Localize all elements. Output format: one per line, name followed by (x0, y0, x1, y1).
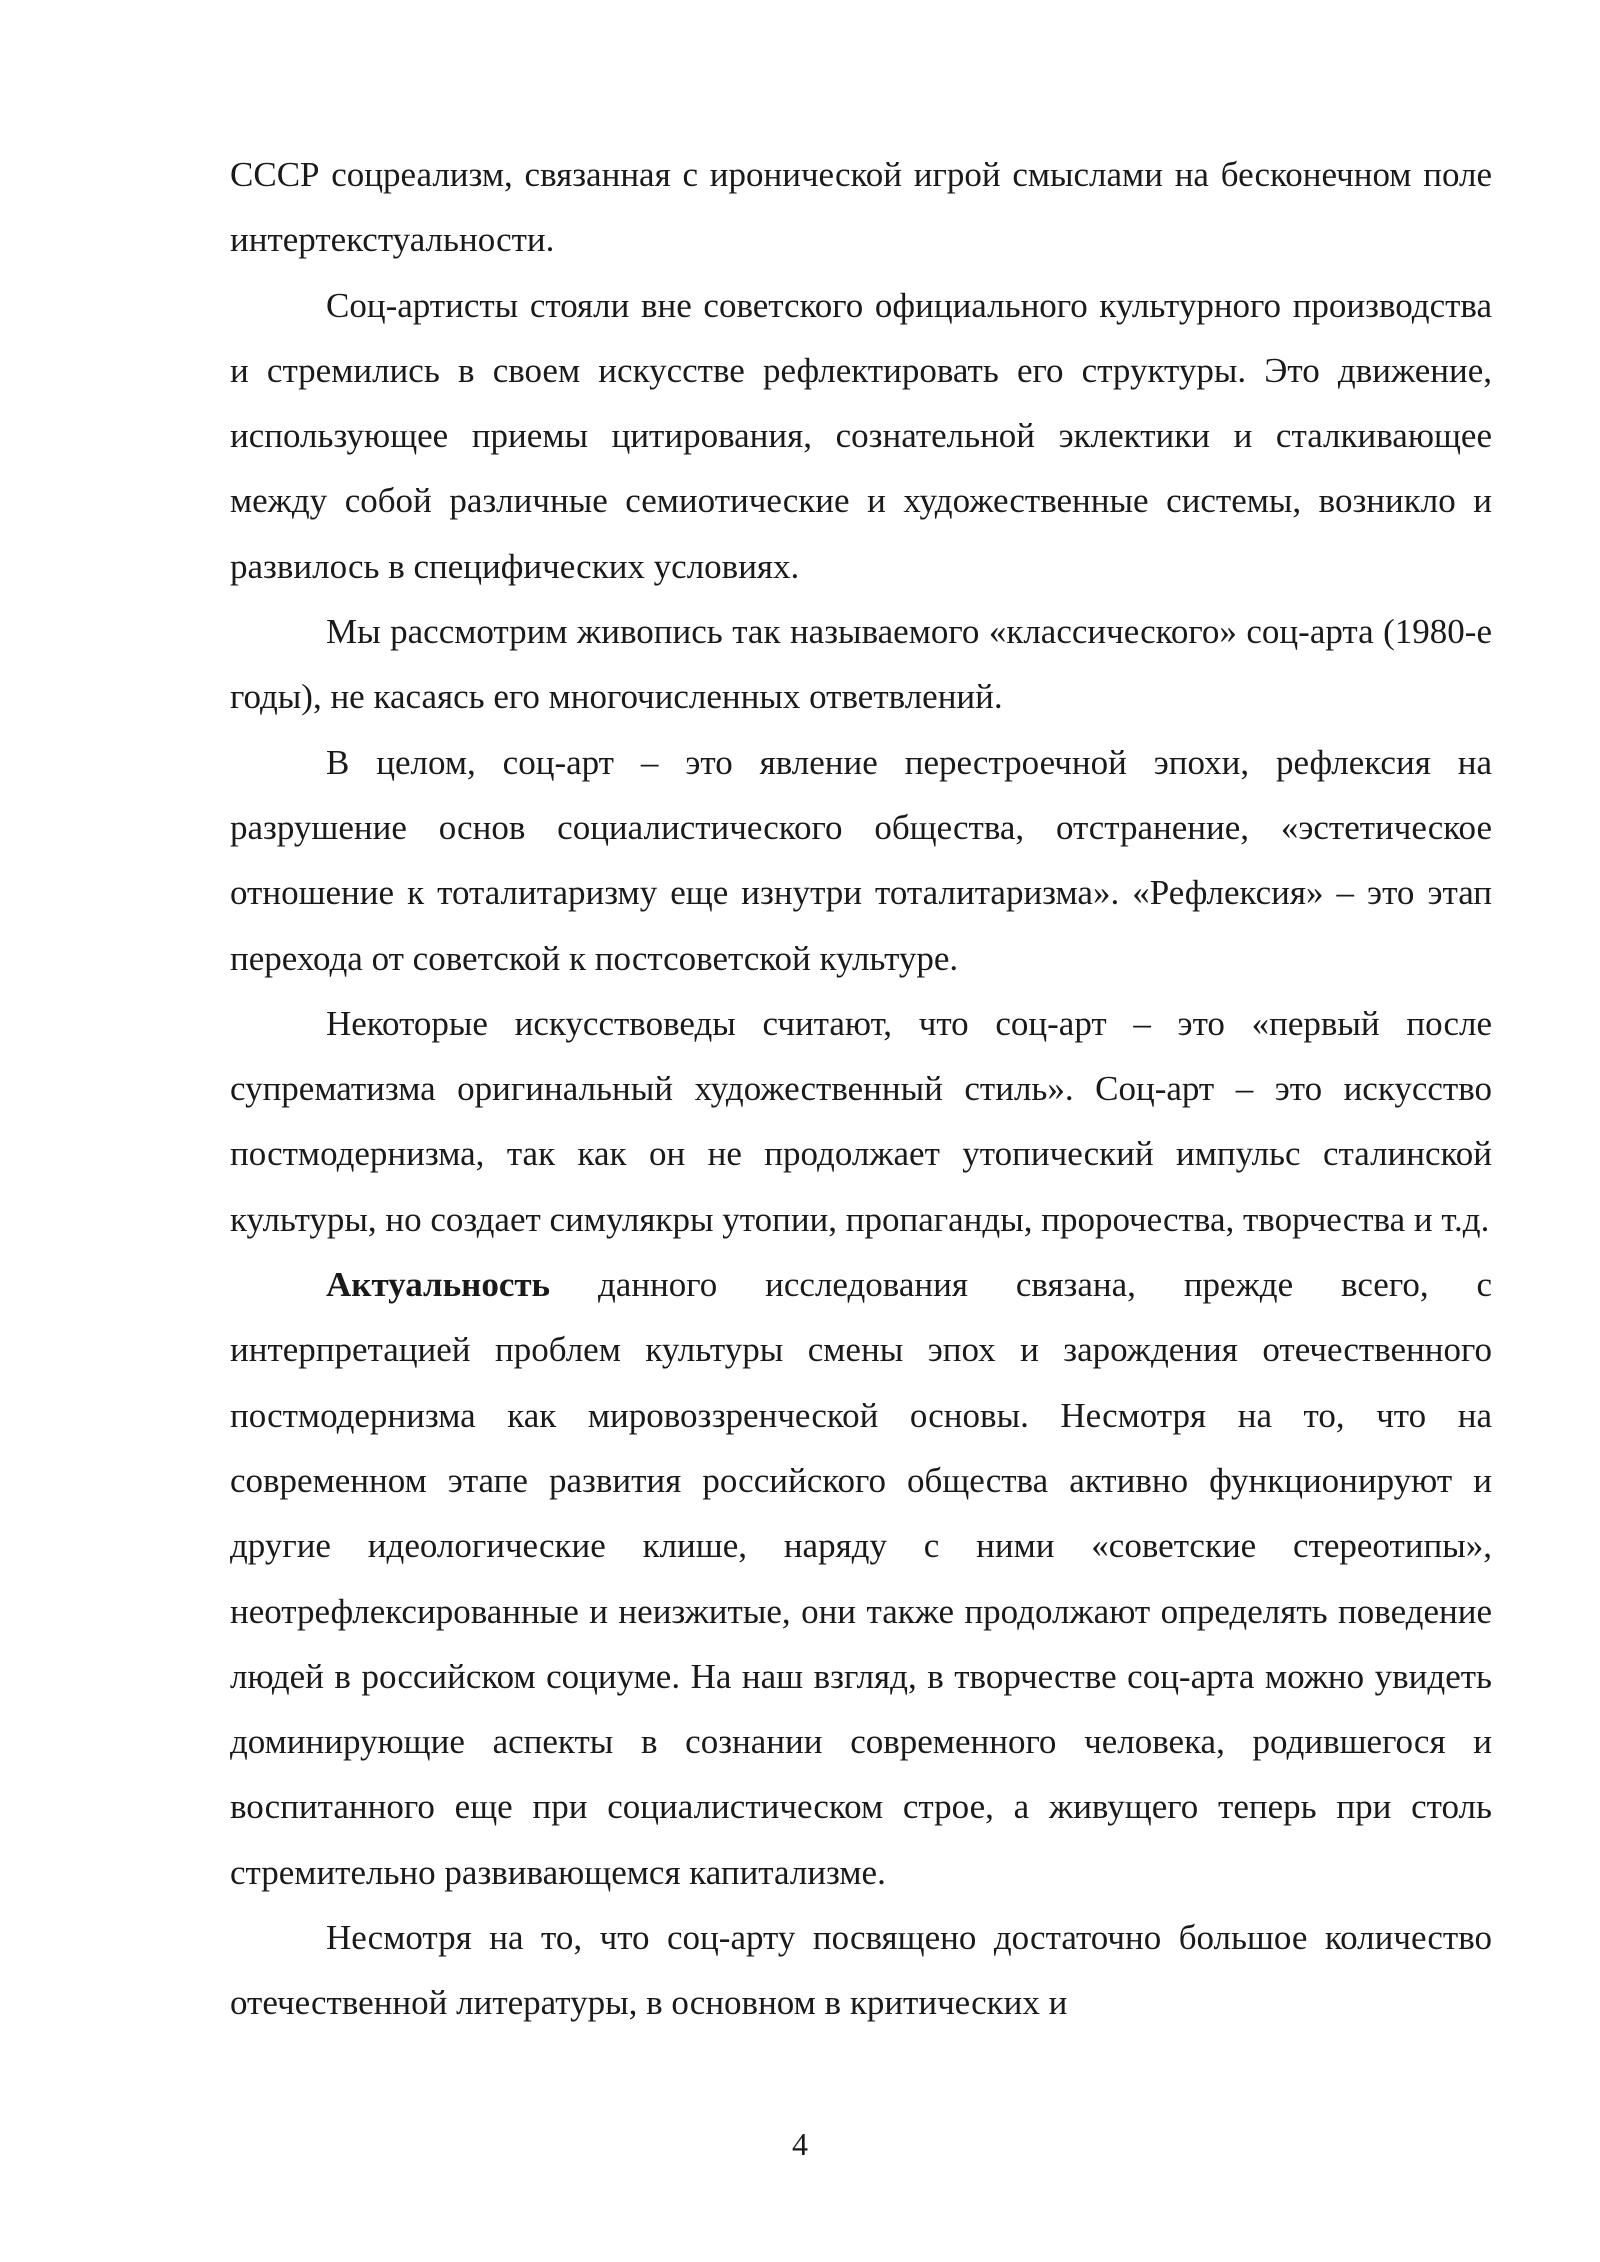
paragraph-perestroika-epoch: В целом, соц-арт – это явление перестроечной эпохи, рефлексия на разрушение основ социалистического общества, отстранение, «эстетическое отношение к тоталитаризму еще изнутри тоталитаризма». «Рефлексия» – это этап перехода от советской к постсоветской культуре. (230, 742, 1492, 978)
paragraph-art-historians: Некоторые искусствоведы считают, что соц-арт – это «первый после супрематизма оригинальный художественный стиль». Соц-арт – это искусство постмодернизма, так как он не продолжает утопический импульс сталинской культуры, но создает симулякры утопии, пропаганды, пророчества, творчества и т.д. (230, 1003, 1492, 1239)
paragraph-continuation: СССР соцреализм, связанная с иронической игрой смыслами на бесконечном поле интертекстуальности. (230, 155, 1492, 260)
relevance-heading: Актуальность (326, 1265, 551, 1305)
paragraph-classic-soc-art: Мы рассмотрим живопись так называемого «классического» соц-арта (1980-е годы), не касаясь его многочисленных ответвлений. (230, 612, 1492, 717)
paragraph-relevance (230, 1252, 1492, 1905)
page-number: 4 (792, 2126, 808, 2162)
relevance-text: данного исследования связана, прежде всего, с интерпретацией проблем культуры смены эпох и зарождения отечественного постмодернизма как мировоззренческой основы. Несмотря на то, что на современном этапе развития российского общества активно функционируют и другие идеологические клише, наряду с ними «советские стереотипы», неотрефлексированные и неизжитые, они также продолжают определять поведение людей в российском социуме. На наш взгляд, в творчестве соц-арта можно увидеть доминирующие аспекты в сознании современного человека, родившегося и воспитанного еще при социалистическом строе, а живущего теперь при столь стремительно развивающемся капитализме. (230, 1265, 1492, 1892)
paragraph-soc-artists: Соц-артисты стояли вне советского официального культурного производства и стремились в своем искусстве рефлектировать его структуры. Это движение, использующее приемы цитирования, сознательной эклектики и сталкивающее между собой различные семиотические и художественные системы, возникло и развилось в специфических условиях. (230, 285, 1492, 586)
paragraph-literature: Несмотря на то, что соц-арту посвящено достаточно большое количество отечественной литературы, в основном в критических и (230, 1918, 1492, 2023)
document-body (230, 142, 1492, 2036)
